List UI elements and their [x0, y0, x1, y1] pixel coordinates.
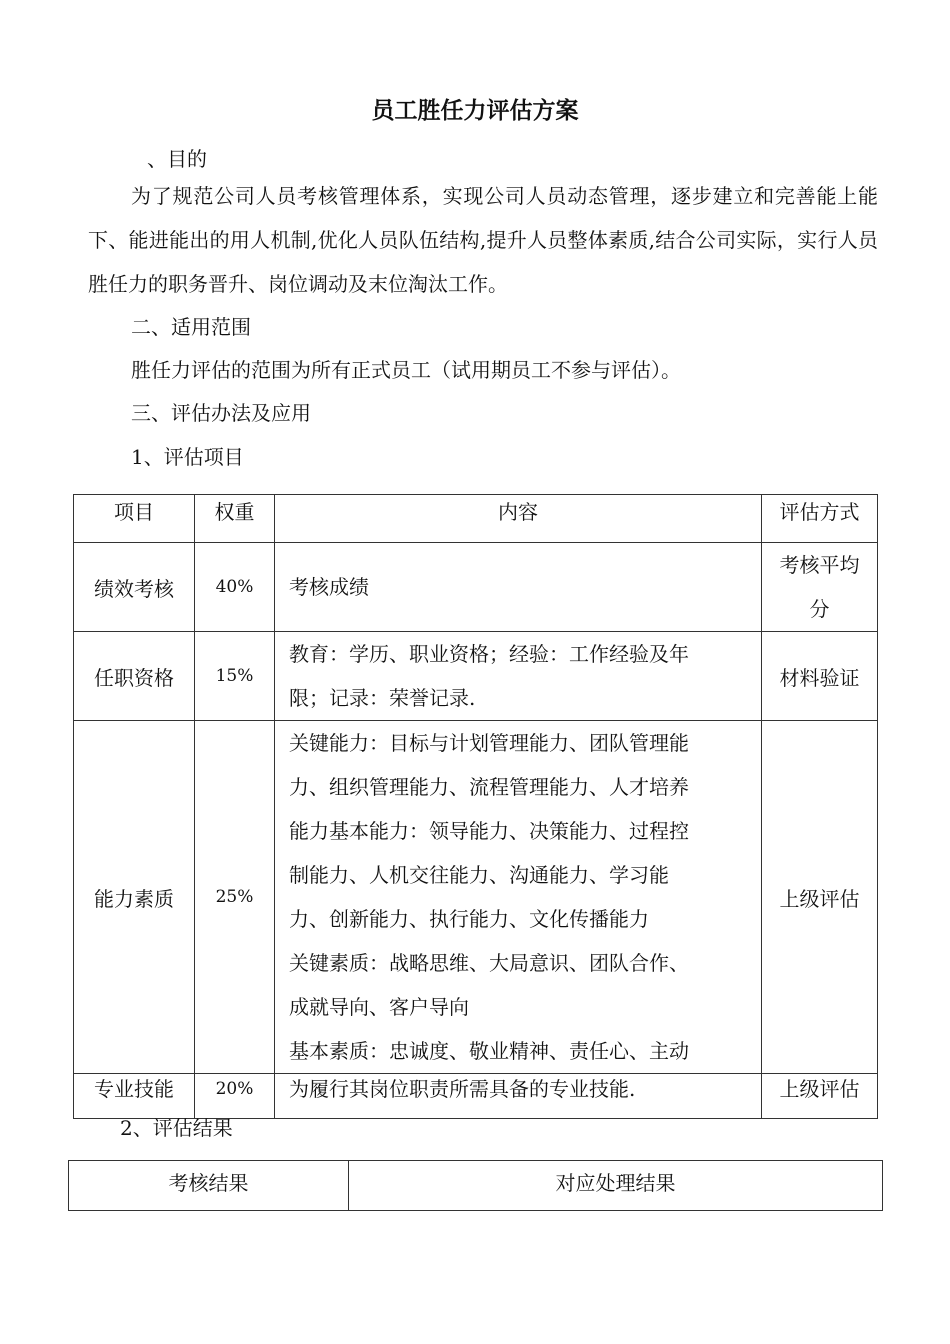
document-title: 员工胜任力评估方案: [371, 98, 579, 124]
section1-paragraph: 为了规范公司人员考核管理体系，实现公司人员动态管理，逐步建立和完善能上能下、能进能出的用人机制,优化人员队伍结构,提升人员整体素质,结合公司实际，实行人员胜任力的职务晋升、岗位调动及末位淘汰工作。: [88, 184, 878, 296]
table-header-row: [74, 495, 878, 543]
content-line: 成就导向、客户导向: [289, 995, 469, 1019]
table-row: [74, 632, 878, 721]
section2-paragraph: 胜任力评估的范围为所有正式员工（试用期员工不参与评估）。: [131, 358, 681, 382]
row-method: [762, 632, 878, 721]
header-content: 内容: [275, 495, 762, 543]
content-line: 限；记录：荣誉记录.: [289, 686, 476, 710]
content-line: 为履行其岗位职责所需具备的专业技能.: [289, 1077, 636, 1101]
table-row: [74, 1074, 878, 1119]
row-item: 专业技能: [74, 1074, 195, 1119]
method-line: 材料验证: [779, 665, 860, 690]
row-weight: 15%: [195, 632, 275, 721]
section3-heading: 三、评估办法及应用: [131, 401, 311, 425]
row-content: [275, 543, 762, 632]
row-item: 能力素质: [74, 721, 195, 1074]
evaluation-items-table: [73, 494, 878, 1119]
row-content: [275, 721, 762, 1074]
table-header-row: [69, 1161, 883, 1211]
row-item: 任职资格: [74, 632, 195, 721]
evaluation-results-table: [68, 1160, 883, 1211]
header-result: 考核结果: [69, 1161, 349, 1211]
subsection-evaluation-results: 2、评估结果: [120, 1116, 233, 1140]
method-line: 上级评估: [779, 1077, 860, 1101]
row-item: 绩效考核: [74, 543, 195, 632]
header-method: 评估方式: [762, 495, 878, 543]
row-weight: 25%: [195, 721, 275, 1074]
section2-heading: 二、适用范围: [131, 315, 251, 339]
method-line: 上级评估: [779, 886, 860, 911]
header-handling: 对应处理结果: [349, 1161, 883, 1211]
row-weight: 20%: [195, 1074, 275, 1119]
row-content: [275, 632, 762, 721]
method-line: 考核平均: [779, 553, 860, 577]
content-line: 能力基本能力：领导能力、决策能力、过程控: [289, 819, 689, 843]
header-item: 项目: [74, 495, 195, 543]
header-weight: 权重: [195, 495, 275, 543]
table-row: [74, 721, 878, 1074]
content-line: 力、组织管理能力、流程管理能力、人才培养: [289, 775, 689, 799]
content-line: 考核成绩: [289, 575, 369, 599]
row-content: [275, 1074, 762, 1119]
row-method: [762, 721, 878, 1074]
method-line: 分: [809, 597, 830, 621]
content-line: 力、创新能力、执行能力、文化传播能力: [289, 907, 649, 931]
section1-heading: 、目的: [147, 147, 207, 171]
content-line: 教育：学历、职业资格；经验：工作经验及年: [289, 642, 689, 666]
subsection-evaluation-items: 1、评估项目: [131, 445, 244, 469]
row-weight: 40%: [195, 543, 275, 632]
content-line: 关键素质：战略思维、大局意识、团队合作、: [289, 951, 689, 975]
row-method: [762, 543, 878, 632]
content-line: 关键能力：目标与计划管理能力、团队管理能: [289, 731, 689, 755]
content-line: 基本素质：忠诚度、敬业精神、责任心、主动: [289, 1039, 689, 1063]
row-method: [762, 1074, 878, 1119]
content-line: 制能力、人机交往能力、沟通能力、学习能: [289, 863, 669, 887]
table-row: [74, 543, 878, 632]
